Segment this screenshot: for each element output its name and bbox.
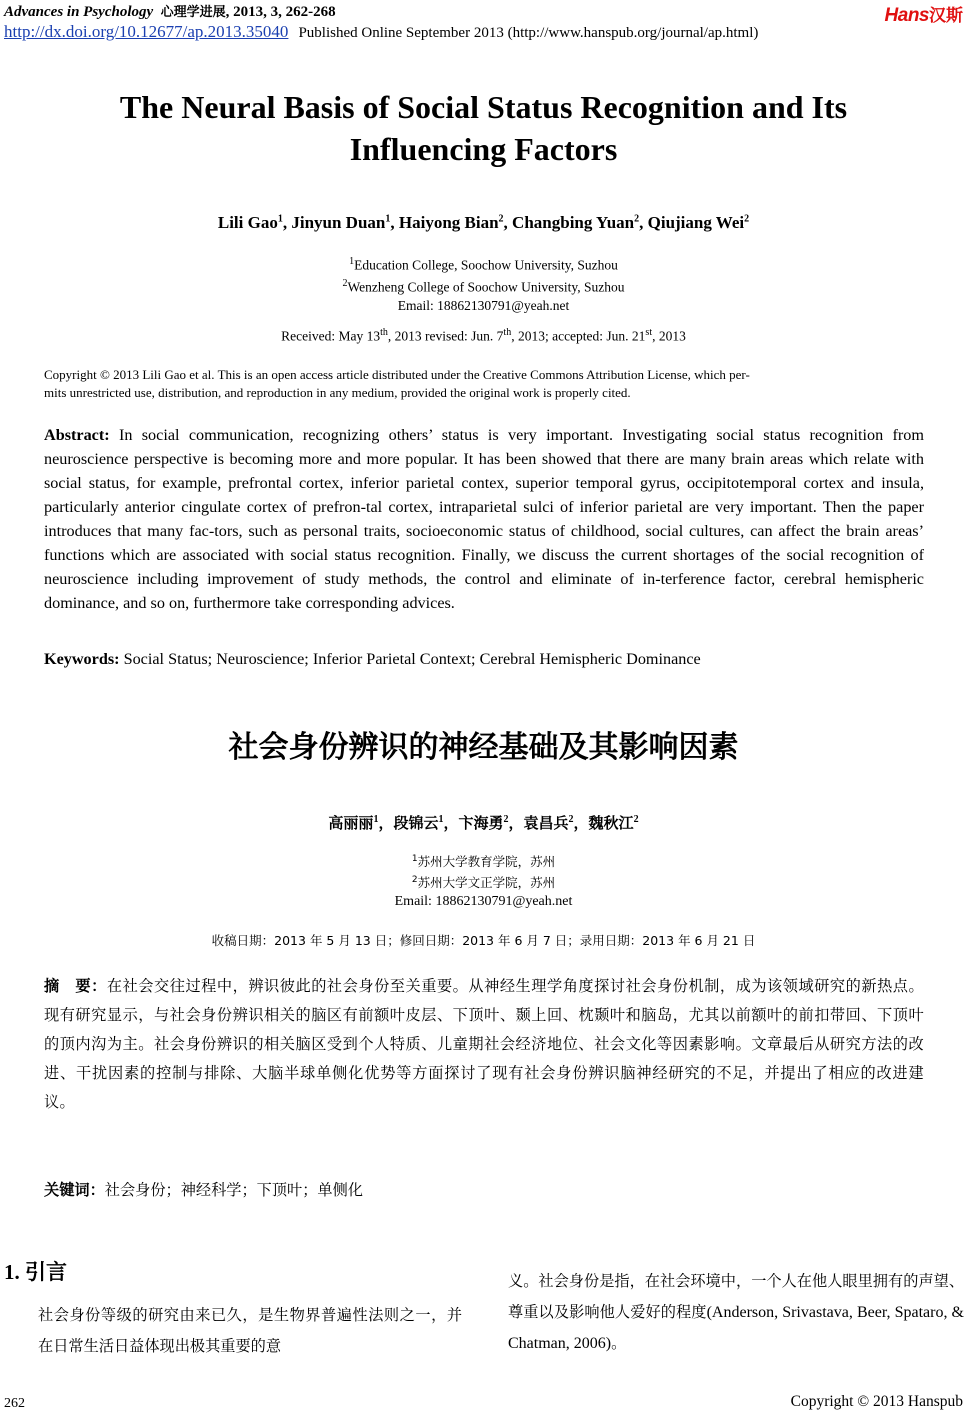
copyright-notice: Copyright © 2013 Lili Gao et al. This is an open access article distributed under the Creative Commons Attribution License, which per- mits unrestricted use, distribution, and reproduction in any medium, provided the original work is properly cited. bbox=[44, 367, 750, 400]
author: 高丽丽$^1$， bbox=[328, 814, 394, 832]
abstract-text-cn: 在社会交往过程中，辨识彼此的社会身份至关重要。从神经生理学角度探讨社会身份机制，成为该领域研究的新热点。现有研究显示，与社会身份辨识相关的脑区有前额叶皮层、下顶叶、颞上回、枕颞叶和脑岛，尤其以前额叶的前扣带回、下顶叶的顶内沟为主。社会身份辨识的相关脑区受到个人特质、儿童期社会经济地位、社会文化等因素影响。文章最后从研究方法的改进、干扰因素的控制与排除、大脑半球单侧化优势等方面探讨了现有社会身份辨识脑神经研究的不足，并提出了相应的改进建议。 bbox=[44, 977, 924, 1111]
affiliation: $^1$苏州大学教育学院，苏州 bbox=[411, 854, 556, 870]
abstract-cn bbox=[44, 972, 924, 1117]
keywords-cn bbox=[44, 1179, 924, 1200]
paper-title-cn: 社会身份辨识的神经基础及其影响因素 bbox=[228, 730, 739, 765]
authors-cn bbox=[0, 812, 967, 833]
title-line-1: The Neural Basis of Social Status Recognition and Its bbox=[119, 89, 848, 125]
doi-line bbox=[4, 22, 758, 42]
author: 魏秋江$^2$ bbox=[588, 814, 639, 832]
journal-name-en: Advances in Psychology bbox=[4, 4, 154, 20]
section-heading bbox=[4, 1256, 67, 1286]
body-column-left bbox=[4, 1300, 462, 1362]
journal-header bbox=[4, 1, 336, 21]
author: Lili Gao$^1$, bbox=[217, 213, 292, 232]
abstract-text: In social communication, recognizing others’ status is very important. Investigating social status recognition from neuroscience perspective is becoming more and more popular. It has been showed that there are many brain areas which relate with social status, for example, prefrontal cortex, inferior parietal contex, superior temporal gyrus, occipitotemporal cortex and insula, particularly anterior cingulate cortex of prefron-tal cortex, intraparietal sulci of inferior parietal are very important. Then the paper introduces that many fac-tors, such as personal traits, socioeconomic status of childhood, social cultures, can affect the brain areas’ functions which are associated with social status recognition. Finally, we discuss the current shortages of the social recognition of neuroscience including improvement of study methods, the control and eliminate of in-terference factor, cerebral hemispheric dominance, and so on, furthermore take corresponding advices. bbox=[44, 426, 924, 612]
keywords-text: Social Status; Neuroscience; Inferior Parietal Context; Cerebral Hemispheric Dominance bbox=[119, 650, 701, 668]
author: Haiyong Bian$^2$, bbox=[398, 213, 513, 232]
author: 袁昌兵$^2$， bbox=[523, 814, 589, 832]
affiliation: $^2$Wenzheng College of Soochow University, Suzhou bbox=[342, 278, 625, 295]
authors-en bbox=[0, 213, 967, 233]
title-line-2: Influencing Factors bbox=[349, 131, 618, 167]
published-online: Published Online September 2013 (http://www.hanspub.org/journal/ap.html) bbox=[298, 25, 759, 41]
dates-en: Received: May 13th, 2013 revised: Jun. 7th, 2013; accepted: Jun. 21st, 2013 bbox=[281, 327, 686, 344]
author: Changbing Yuan$^2$, bbox=[512, 213, 648, 232]
keywords-label: Keywords: bbox=[44, 650, 120, 668]
affiliations-en bbox=[0, 253, 967, 316]
section-title: 引言 bbox=[25, 1260, 67, 1284]
abstract-label-cn: 摘 要： bbox=[44, 977, 107, 995]
author: 卞海勇$^2$， bbox=[458, 814, 524, 832]
author: 段锦云$^1$， bbox=[393, 814, 459, 832]
hans-logo bbox=[885, 1, 963, 27]
dates-cn: 收稿日期：2013 年 5 月 13 日；修回日期：2013 年 6 月 7 日；录用日期：2013 年 6 月 21 日 bbox=[211, 933, 756, 948]
abstract-en bbox=[44, 423, 924, 615]
paragraph-end: 。 bbox=[611, 1334, 627, 1352]
affiliations-cn bbox=[0, 850, 967, 911]
email-cn: Email: 18862130791@yeah.net bbox=[394, 894, 573, 910]
paragraph: 社会身份等级的研究由来已久，是生物界普遍性法则之一，并在日常生活日益体现出极其重要的意 bbox=[38, 1306, 462, 1355]
volume-info: , 2013, 3, 262-268 bbox=[225, 4, 336, 20]
author: Jinyun Duan$^1$, bbox=[291, 213, 399, 232]
keywords-en bbox=[44, 650, 924, 669]
author: Qiujiang Wei$^2$ bbox=[647, 213, 750, 232]
keywords-text-cn: 社会身份；神经科学；下顶叶；单侧化 bbox=[104, 1181, 363, 1199]
logo-text-en: Hans bbox=[884, 5, 929, 26]
citation: (Anderson, Srivastava, Beer, Spataro, & Chatman, 2006) bbox=[508, 1304, 964, 1352]
email-en: Email: 18862130791@yeah.net bbox=[397, 298, 570, 313]
section-number: 1. bbox=[4, 1260, 25, 1284]
page-number: 262 bbox=[4, 1396, 25, 1411]
doi-link[interactable]: http://dx.doi.org/10.12677/ap.2013.35040 bbox=[4, 22, 289, 41]
paper-title-en bbox=[0, 86, 967, 170]
affiliation: $^1$Education College, Soochow University, Suzhou bbox=[349, 256, 618, 273]
logo-text-cn: 汉斯 bbox=[929, 6, 963, 26]
paragraph: 义。社会身份是指，在社会环境中，一个人在他人眼里拥有的声望、尊重以及影响他人爱好的程度 bbox=[508, 1272, 964, 1321]
abstract-label: Abstract: bbox=[44, 426, 110, 444]
body-column-right bbox=[508, 1266, 964, 1359]
journal-name-cn: 心理学进展 bbox=[160, 5, 226, 20]
keywords-label-cn: 关键词： bbox=[44, 1181, 105, 1199]
affiliation: $^2$苏州大学文正学院，苏州 bbox=[411, 875, 556, 891]
footer-copyright: Copyright © 2013 Hanspub bbox=[790, 1393, 963, 1410]
